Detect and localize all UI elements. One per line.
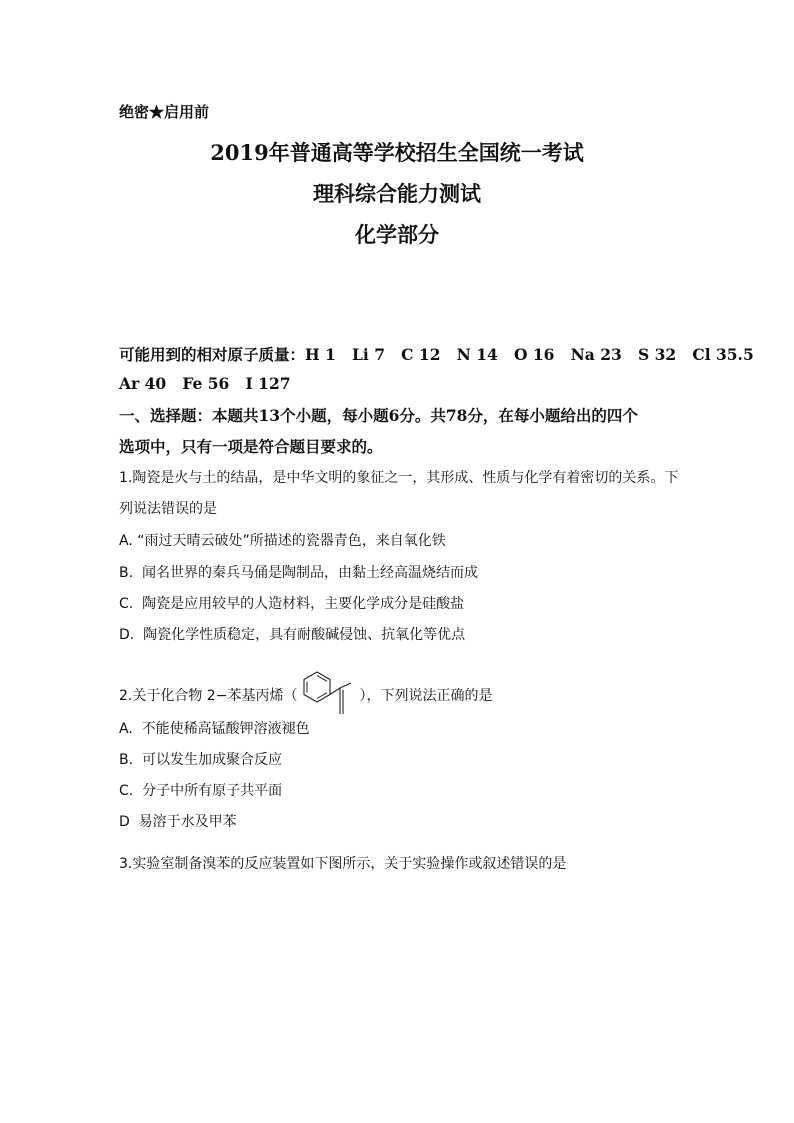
question-2-stem-before: 2.关于化合物 2−苯基丙烯（ bbox=[119, 688, 298, 704]
exam-section-title: 化学部分 bbox=[355, 222, 439, 247]
question-3-stem: 3.实验室制备溴苯的反应装置如下图所示，关于实验操作或叙述错误的是 bbox=[119, 856, 567, 872]
question-2-option-a: A. 不能使稀高锰酸钾溶液褪色 bbox=[119, 721, 310, 737]
phenylpropene-structure-image bbox=[299, 670, 357, 720]
section-instructions-line2: 选项中，只有一项是符合题目要求的。 bbox=[119, 437, 383, 456]
question-1-option-a: A. “雨过天晴云破处”所描述的瓷器青色，来自氧化铁 bbox=[119, 533, 446, 549]
question-1-option-d: D. 陶瓷化学性质稳定，具有耐酸碱侵蚀、抗氧化等优点 bbox=[119, 627, 466, 643]
exam-title: 2019年普通高等学校招生全国统一考试 bbox=[210, 140, 584, 165]
atomic-masses-line2: Ar 40 Fe 56 I 127 bbox=[119, 374, 291, 393]
question-1-option-b: B. 闻名世界的秦兵马俑是陶制品，由黏土经高温烧结而成 bbox=[119, 565, 478, 581]
question-2-stem bbox=[119, 670, 492, 720]
question-1-stem-line1: 1.陶瓷是火与土的结晶，是中华文明的象征之一，其形成、性质与化学有着密切的关系。下 bbox=[119, 470, 679, 486]
question-1-stem-line2: 列说法错误的是 bbox=[119, 501, 217, 517]
exam-subtitle: 理科综合能力测试 bbox=[313, 181, 481, 206]
section-instructions-line1: 一、选择题：本题共13个小题，每小题6分。共78分，在每小题给出的四个 bbox=[119, 406, 638, 425]
question-1-option-c: C. 陶瓷是应用较早的人造材料，主要化学成分是硅酸盐 bbox=[119, 596, 465, 612]
question-2-option-b: B. 可以发生加成聚合反应 bbox=[119, 752, 282, 768]
atomic-masses-line1: 可能用到的相对原子质量：H 1 Li 7 C 12 N 14 O 16 Na 23 S 32 Cl 35.5 bbox=[119, 345, 754, 364]
question-2-stem-after: ），下列说法正确的是 bbox=[359, 688, 493, 704]
question-2-option-c: C. 分子中所有原子共平面 bbox=[119, 783, 283, 799]
secret-label: 绝密★启用前 bbox=[119, 103, 210, 121]
question-2-option-d: D 易溶于水及甲苯 bbox=[119, 814, 237, 830]
